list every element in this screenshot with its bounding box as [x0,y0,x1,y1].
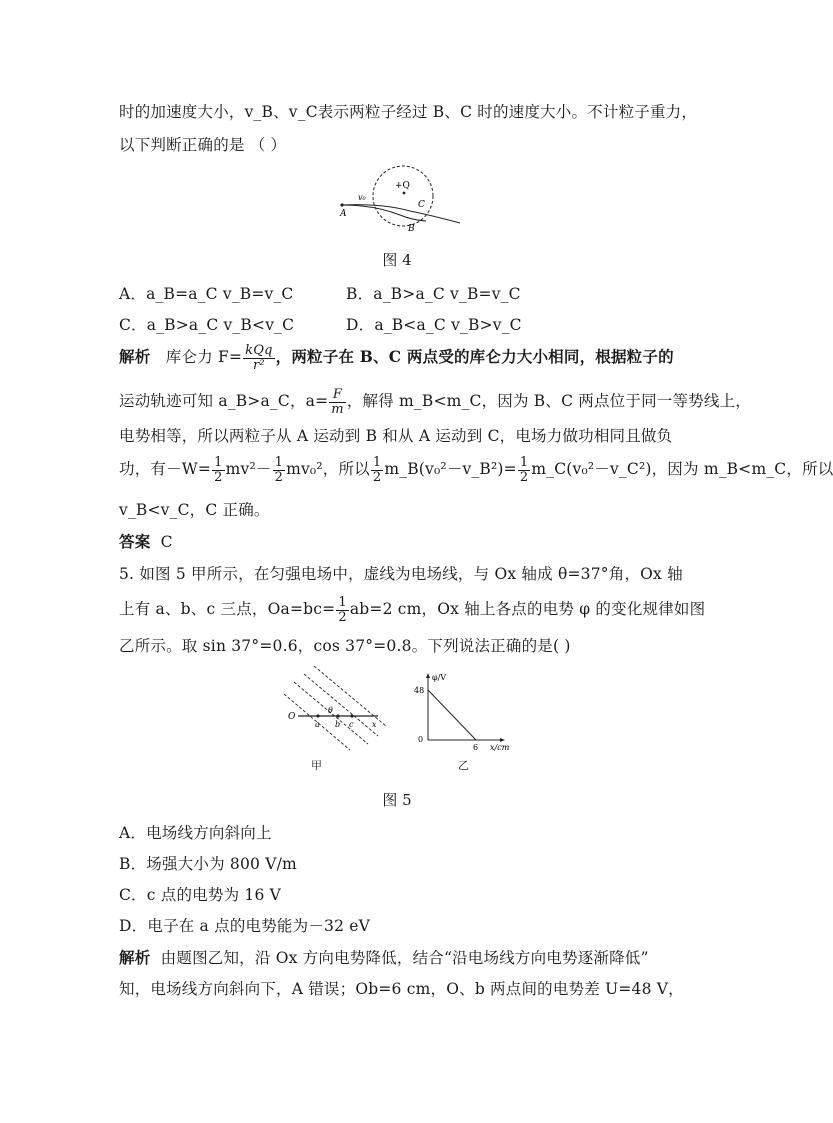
q5-option-c: C．c 点的电势为 16 V [119,886,282,904]
q5-analysis-line-2: 知，电场线方向斜向下，A 错误；Ob=6 cm，O、b 两点间的电势差 U=48 V， [119,980,684,998]
analysis-text: 由题图乙知，沿 Ox 方向电势降低，结合“沿电场线方向电势逐渐降低” [160,949,649,967]
q5-option-b: B．场强大小为 800 V/m [119,855,297,873]
analysis-text: ，两粒子在 B、C 两点受的库仑力大小相同，根据粒子的 [275,347,674,367]
q5-stem-line-2 [119,596,705,624]
fraction-half: $\frac{1}{2}$ [274,455,284,485]
label-x: x [372,720,377,729]
q4-option-d: D．a_B<a_C v_B>v_C [346,316,522,334]
fraction-f-m: $\frac{F}{m}$ [331,387,344,417]
figure-5-caption: 图 5 [382,791,412,809]
label-q: +Q [395,181,410,191]
q4-answer [119,530,173,552]
analysis-text: ，解得 m_B<m_C，因为 B、C 两点位于同一等势线上， [346,392,751,411]
trajectory-upper [342,205,460,223]
q4-option-b: B．a_B>a_C v_B=v_C [346,285,521,303]
label-b: B [408,224,415,234]
analysis-text: 功，有－W= [119,460,212,479]
analysis-label: 解析 [119,347,151,367]
analysis-text: m_B(v₀²－v_B²)= [384,460,517,479]
figure-5-right-chart [410,670,520,752]
analysis-text: 运动轨迹可知 a_B>a_C，a= [119,392,329,411]
label-o: O [288,712,296,722]
charge-region-circle [373,166,433,226]
q5-option-a: A．电场线方向斜向上 [119,824,272,842]
label-a: a [315,720,320,729]
label-c: c [349,720,354,729]
q4-analysis-line-3: 电势相等，所以两粒子从 A 运动到 B 和从 A 运动到 C，电场力做功相同且做负 [119,427,673,445]
origin-label: 0 [418,735,424,744]
answer-label: 答案 [119,532,151,551]
q4-option-a: A．a_B=a_C v_B=v_C [119,285,294,303]
q5-analysis-line-1 [119,946,649,968]
q4-analysis-line-5: v_B<v_C，C 正确。 [119,501,270,519]
q5-stem-line-3: 乙所示。取 sin 37°=0.6，cos 37°=0.8。下列说法正确的是( ) [119,637,571,655]
analysis-label: 解析 [119,948,151,967]
fraction-half: $\frac{1}{2}$ [372,455,382,485]
xlabel: x/cm [490,743,510,752]
figure-5-right-caption: 乙 [458,759,469,772]
y-tick-48: 48 [414,686,425,695]
x-tick-6: 6 [473,743,479,752]
stem-text: 上有 a、b、c 三点，Oa=bc= [119,600,336,619]
analysis-text: 库仑力 F= [165,348,243,367]
answer-value: C [160,533,173,551]
label-b: b [335,720,341,729]
label-theta: θ [328,706,333,715]
potential-line [428,690,476,740]
label-c: C [418,200,425,210]
fraction-kqq-r2: $\frac{\text{kQq}}{\text{r²}}$ [245,343,273,373]
q4-analysis-line-2 [119,388,751,416]
charge-dot [403,192,406,195]
figure-5-left-diagram [280,664,390,754]
figure-4-diagram [330,163,470,238]
point-a-dot [340,203,343,206]
q4-analysis-line-1 [119,344,674,372]
intro-line-1: 时的加速度大小，v_B、v_C表示两粒子经过 B、C 时的速度大小。不计粒子重力， [119,103,698,121]
fraction-half: $\frac{1}{2}$ [519,455,529,485]
fraction-half: $\frac{1}{2}$ [338,595,347,625]
label-a: A [340,209,347,219]
q5-option-d: D．电子在 a 点的电势能为－32 eV [119,917,371,935]
ylabel: φ/V [432,673,447,682]
q5-stem-line-1: 5. 如图 5 甲所示，在匀强电场中，虚线为电场线，与 Ox 轴成 θ=37°角，Ox 轴 [119,565,683,583]
fraction-half: $\frac{1}{2}$ [214,455,223,485]
label-v0: v₀ [358,193,366,202]
intro-line-2: 以下判断正确的是 （ ） [119,136,287,154]
analysis-text: mv₀²，所以 [286,460,370,479]
analysis-text: m_C(v₀²－v_C²)，因为 m_B<m_C，所以 [531,460,833,479]
figure-5-left-caption: 甲 [311,759,322,772]
analysis-text: mv²－ [225,460,272,479]
figure-4-caption: 图 4 [382,251,412,269]
stem-text: ab=2 cm，Ox 轴上各点的电势 φ 的变化规律如图 [349,600,706,619]
q4-analysis-line-4 [119,456,833,484]
q4-option-c: C．a_B>a_C v_B<v_C [119,316,295,334]
